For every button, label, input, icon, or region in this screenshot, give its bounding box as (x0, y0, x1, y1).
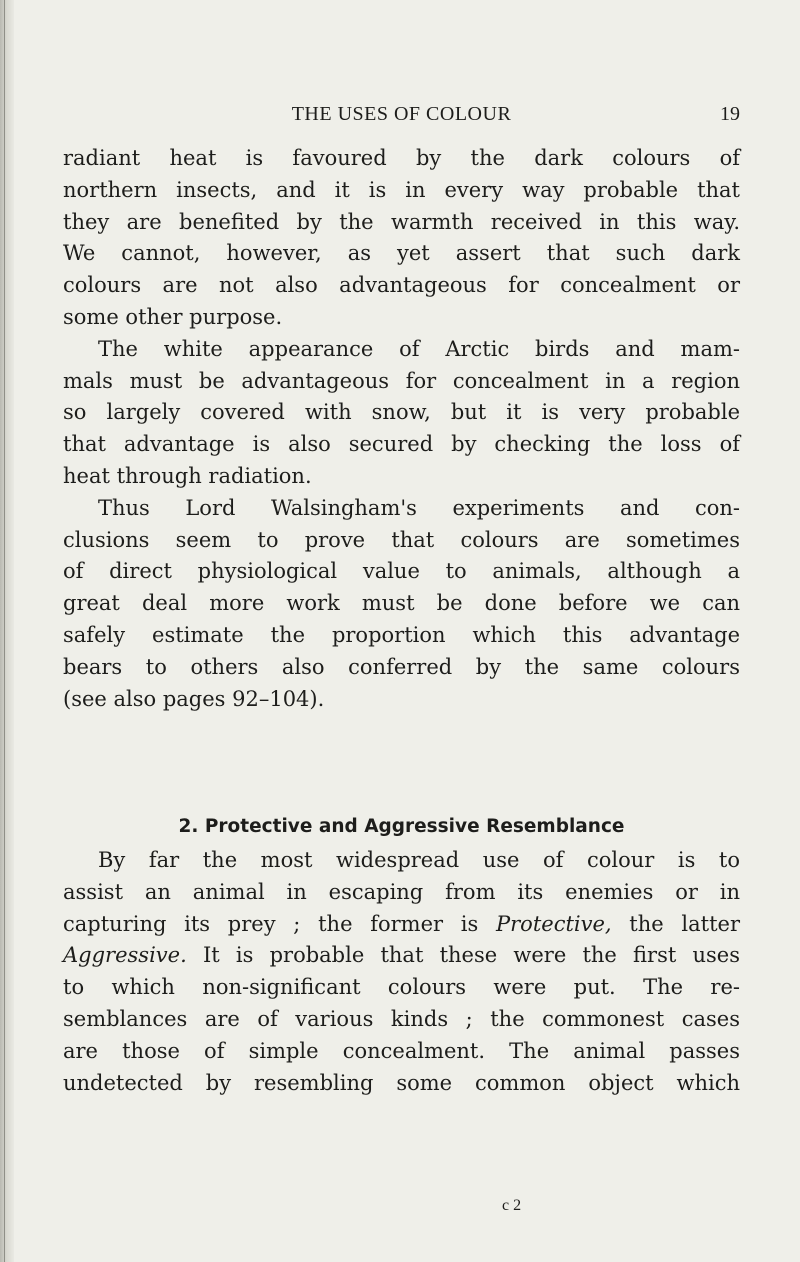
italic-term-aggressive: Aggressive. (63, 943, 187, 968)
text-line: they are benefited by the warmth received in this way. (63, 209, 740, 234)
book-binding-edge (4, 0, 5, 1262)
text-line: By far the most widespread use of colour is to (98, 848, 740, 872)
text-line: that advantage is also secured by checking the loss of (63, 432, 740, 457)
running-head: THE USES OF COLOUR (291, 103, 512, 125)
text-line: to which non-significant colours were put. The re- (63, 975, 740, 1000)
body-text-upper (63, 143, 740, 715)
text-line: assist an animal in escaping from its enemies or in (63, 879, 740, 904)
text-line: some other purpose. (63, 304, 283, 329)
text-segment: the latter (611, 911, 741, 936)
book-spine-shadow (0, 0, 14, 1262)
page-header (63, 97, 740, 131)
text-line (63, 940, 740, 972)
text-line: colours are not also advantageous for concealment or (63, 273, 740, 298)
text-line: radiant heat is favoured by the dark colours of (63, 146, 740, 170)
text-line: We cannot, however, as yet assert that such dark (63, 241, 740, 266)
text-line: (see also pages 92–104). (63, 686, 325, 711)
text-line: mals must be advantageous for concealment in a region (63, 368, 740, 393)
text-line (63, 909, 740, 941)
body-text-lower (63, 845, 740, 1099)
text-line: Thus Lord Walsingham's experiments and con- (98, 495, 740, 520)
text-line: so largely covered with snow, but it is very probable (63, 400, 740, 425)
signature-mark: c 2 (502, 1197, 522, 1214)
text-line: bears to others also conferred by the same colours (63, 654, 740, 679)
section-heading: 2. Protective and Aggressive Resemblance (178, 816, 625, 837)
text-segment: It is probable that these were the first uses (186, 943, 740, 968)
text-line: great deal more work must be done before we can (63, 591, 740, 616)
italic-term-protective: Protective, (496, 911, 612, 936)
page-number: 19 (720, 103, 740, 125)
text-line: The white appearance of Arctic birds and mam- (98, 336, 740, 361)
text-line: semblances are of various kinds ; the commonest cases (63, 1006, 740, 1031)
text-line: northern insects, and it is in every way probable that (63, 177, 740, 202)
text-line: safely estimate the proportion which this advantage (63, 622, 740, 647)
text-line: are those of simple concealment. The animal passes (63, 1038, 740, 1063)
text-line: clusions seem to prove that colours are sometimes (63, 527, 740, 552)
text-line: heat through radiation. (63, 463, 312, 488)
text-segment: capturing its prey ; the former is (63, 911, 497, 936)
text-line: undetected by resembling some common object which (63, 1070, 740, 1095)
text-line: of direct physiological value to animals, although a (63, 559, 740, 584)
